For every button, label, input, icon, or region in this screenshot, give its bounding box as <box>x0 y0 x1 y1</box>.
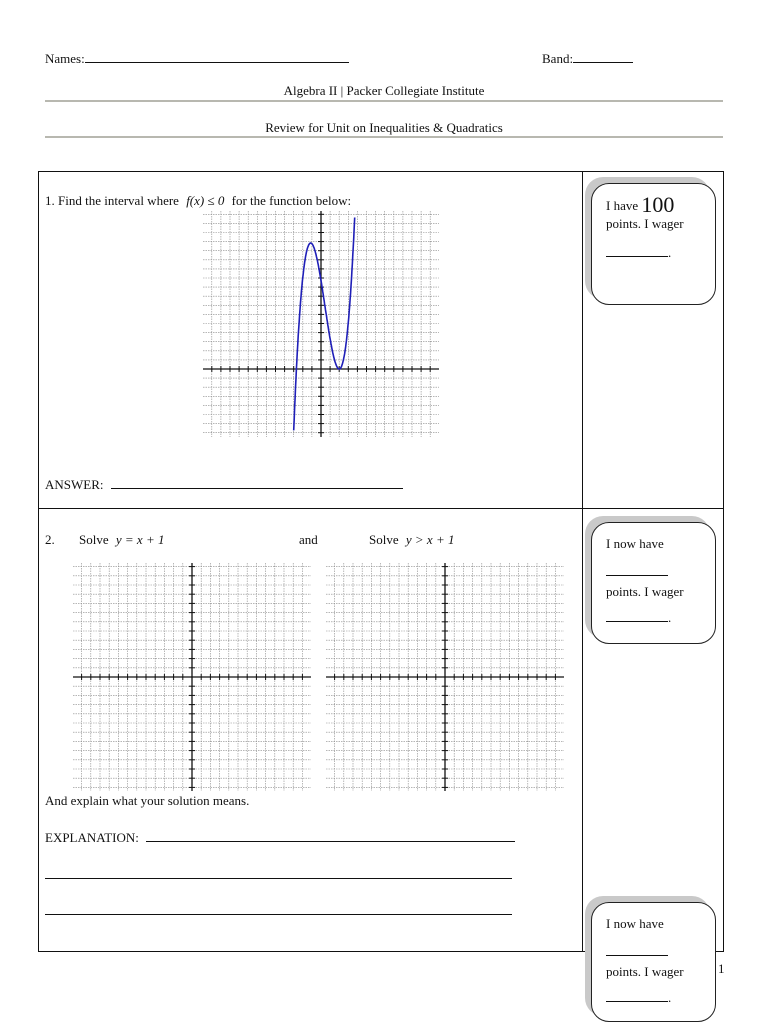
course-line: Algebra II | Packer Collegiate Institute <box>283 83 485 98</box>
explanation-label: EXPLANATION: <box>45 830 139 845</box>
q1-math: f(x) ≤ 0 <box>186 193 225 208</box>
q2-and-label: and <box>299 532 318 547</box>
band-label: Band: <box>542 51 574 66</box>
table-divider-horizontal <box>38 508 724 509</box>
q1-number: 1. <box>45 193 55 208</box>
q1-prompt <box>45 193 351 209</box>
page-number: 1 <box>718 961 725 976</box>
wager-1-have: I have <box>606 198 639 213</box>
wager-3-have-blank[interactable] <box>606 941 668 956</box>
wager-box-1 <box>591 183 716 305</box>
wager-1-end: . <box>668 245 672 260</box>
q2-solve1-math: y = x + 1 <box>115 532 165 547</box>
wager-2-blank[interactable] <box>606 607 668 622</box>
table-border-top <box>38 171 724 172</box>
wager-1-points: 100 <box>641 192 675 217</box>
table-border-right <box>723 171 724 952</box>
wager-box-3 <box>591 902 716 1022</box>
q2-blank-grid-right[interactable] <box>326 563 564 791</box>
q1-prompt-before: Find the interval where <box>58 193 179 208</box>
q2-solve1-label: Solve <box>79 532 109 547</box>
wager-box-2 <box>591 522 716 644</box>
band-blank[interactable] <box>573 49 633 63</box>
q2-blank-grid-left[interactable] <box>73 563 311 791</box>
page-title: Review for Unit on Inequalities & Quadratics <box>265 120 503 135</box>
wager-3-line2: points. I wager <box>606 964 684 979</box>
explanation-field[interactable] <box>45 828 515 846</box>
explanation-line-2[interactable] <box>45 878 512 879</box>
explanation-blank[interactable] <box>146 828 515 842</box>
wager-2-line1: I now have <box>606 536 664 551</box>
names-blank[interactable] <box>85 49 349 63</box>
q2-solve2-math: y > x + 1 <box>405 532 455 547</box>
wager-1-blank[interactable] <box>606 242 668 257</box>
answer-field[interactable] <box>45 475 403 493</box>
wager-3-end: . <box>668 990 672 1005</box>
header-rule-2 <box>45 136 723 138</box>
explanation-line-3[interactable] <box>45 914 512 915</box>
wager-3-blank[interactable] <box>606 987 668 1002</box>
names-field[interactable] <box>45 49 349 67</box>
table-divider-vertical <box>582 171 583 952</box>
wager-1-line1 <box>606 192 703 217</box>
answer-blank[interactable] <box>111 475 403 489</box>
wager-3-line1: I now have <box>606 916 664 931</box>
names-label: Names: <box>45 51 85 66</box>
wager-2-end: . <box>668 610 672 625</box>
wager-2-line2: points. I wager <box>606 584 684 599</box>
q2-explain-prompt: And explain what your solution means. <box>45 793 250 808</box>
q2-solve1 <box>79 532 164 548</box>
answer-label: ANSWER: <box>45 477 104 492</box>
band-field[interactable] <box>542 49 633 67</box>
q1-function-graph <box>203 211 439 437</box>
q2-solve2-label: Solve <box>369 532 399 547</box>
q1-prompt-after: for the function below: <box>231 193 352 208</box>
header-rule-1 <box>45 100 723 102</box>
wager-1-line2: points. I wager <box>606 216 684 231</box>
table-border-left <box>38 171 39 952</box>
q2-number: 2. <box>45 532 55 547</box>
wager-2-have-blank[interactable] <box>606 561 668 576</box>
q2-solve2 <box>369 532 454 548</box>
